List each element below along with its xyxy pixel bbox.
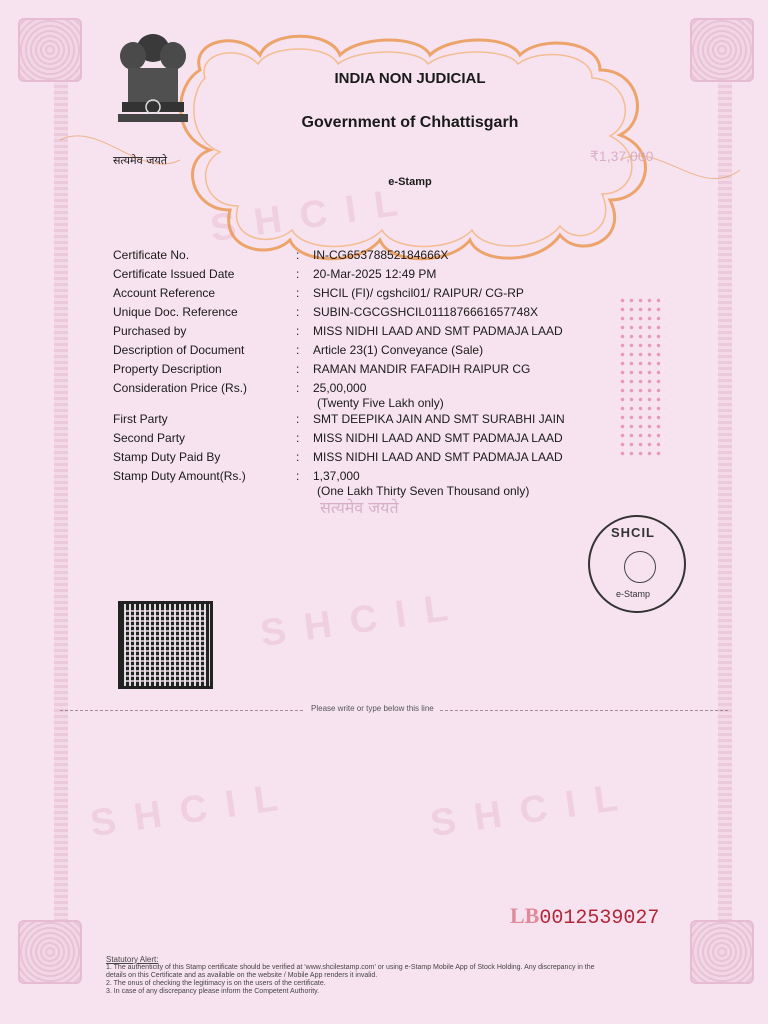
seal-text: e-Stamp [616,589,651,599]
detail-value: 20-Mar-2025 12:49 PM [313,267,437,281]
detail-separator: : [296,362,300,376]
detail-value: Article 23(1) Conveyance (Sale) [313,343,484,357]
detail-separator: : [296,324,300,338]
corner-ornament-bottom-left [18,920,82,984]
serial-prefix: LB [510,903,540,928]
detail-label: Second Party [113,431,186,445]
watermark: S H C I L [427,776,625,846]
detail-value: MISS NIDHI LAAD AND SMT PADMAJA LAAD [313,324,563,338]
serial-number [510,903,659,930]
detail-value: MISS NIDHI LAAD AND SMT PADMAJA LAAD [313,450,563,464]
detail-value-in-words: (Twenty Five Lakh only) [317,396,444,410]
detail-separator: : [296,267,300,281]
detail-separator: : [296,469,300,483]
detail-value: 25,00,000 [313,381,367,395]
detail-label: Consideration Price (Rs.) [113,381,248,395]
seal-text: SHCIL [611,525,655,540]
e-stamp-title: e-Stamp [388,176,432,188]
statutory-alert-item: 3. In case of any discrepancy please inform the Competent Authority. [106,988,320,995]
detail-separator: : [296,412,300,426]
detail-separator: : [296,381,300,395]
write-below-caption: Please write or type below this line [305,704,440,713]
detail-label: Certificate Issued Date [113,267,235,281]
detail-value: IN-CG65378852184666X [313,248,449,262]
detail-label: Property Description [113,362,222,376]
detail-label: Purchased by [113,324,187,338]
statutory-alert-item: 2. The onus of checking the legitimacy is on the users of the certificate. [106,980,326,987]
detail-label: Stamp Duty Amount(Rs.) [113,469,246,483]
detail-label: Certificate No. [113,248,190,262]
corner-ornament-bottom-right [690,920,754,984]
statutory-alert-item: 1. The authenticity of this Stamp certificate should be verified at 'www.shcilestamp.com' or using e-Stamp Mobile App of Stock Holding. Any discrepancy in the details on this Certificate and as available on the website / Mobile App renders it invalid. [106,964,595,979]
statutory-alert-heading: Statutory Alert: [106,955,159,964]
detail-separator: : [296,343,300,357]
india-non-judicial-title: INDIA NON JUDICIAL [334,70,486,87]
detail-label: Account Reference [113,286,216,300]
detail-label: Stamp Duty Paid By [113,450,221,464]
detail-separator: : [296,305,300,319]
detail-value: SUBIN-CGCGSHCIL0111876661657748X [313,305,539,319]
shcil-seal-icon [588,515,686,613]
security-dot-pattern [618,296,666,456]
seal-core [624,551,656,583]
watermark: S H C I L [87,776,285,846]
detail-label: Description of Document [113,343,245,357]
detail-separator: : [296,431,300,445]
detail-separator: : [296,450,300,464]
qr-code [118,601,213,689]
detail-value: RAMAN MANDIR FAFADIH RAIPUR CG [313,362,531,376]
serial-digits: 0012539027 [539,907,660,930]
detail-value-in-words: (One Lakh Thirty Seven Thousand only) [317,484,530,498]
detail-separator: : [296,286,300,300]
detail-value: MISS NIDHI LAAD AND SMT PADMAJA LAAD [313,431,563,445]
detail-value: SHCIL (FI)/ cgshcil01/ RAIPUR/ CG-RP [313,286,524,300]
statutory-alert [106,956,616,996]
national-emblem-icon [108,28,198,128]
detail-label: First Party [113,412,168,426]
detail-value: SMT DEEPIKA JAIN AND SMT SURABHI JAIN [313,412,565,426]
detail-value: 1,37,000 [313,469,360,483]
watermark: S H C I L [207,181,405,251]
watermark: S H C I L [257,586,455,656]
detail-label: Unique Doc. Reference [113,305,238,319]
ghost-motto: सत्यमेव जयते [320,498,399,517]
detail-separator: : [296,248,300,262]
emblem-motto: सत्यमेव जयते [113,154,168,167]
government-title: Government of Chhattisgarh [301,114,519,131]
ghost-amount: ₹1,37,000 [590,148,654,164]
